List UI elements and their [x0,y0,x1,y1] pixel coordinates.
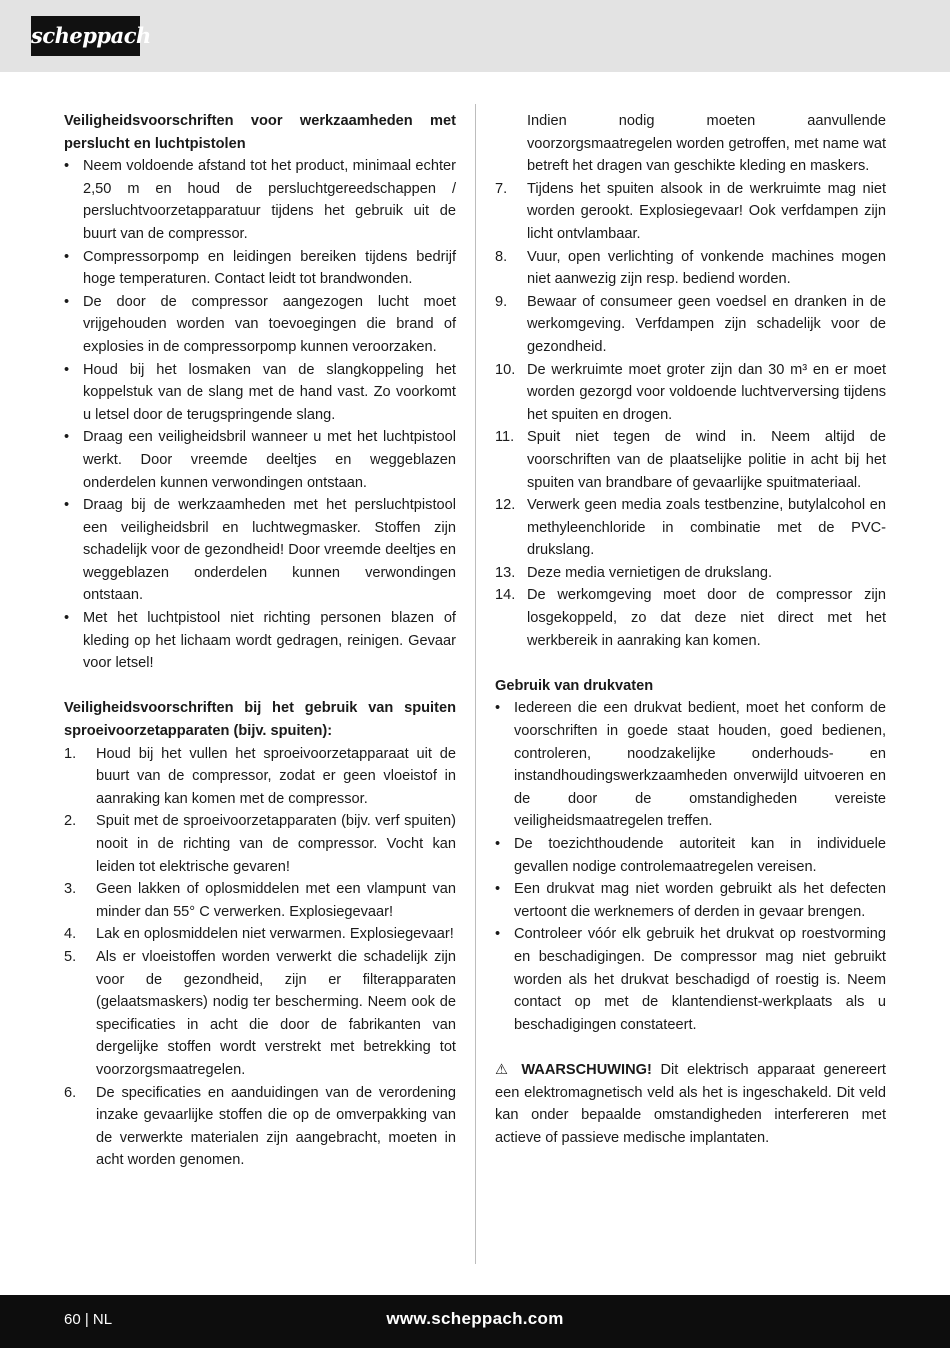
list-item: 10. De werkruimte moet groter zijn dan 30 m³ en er moet worden gezorgd voor voldoende luchtverversing tijdens het spuiten en drogen. [495,361,886,423]
list-item: • Draag bij de werkzaamheden met het persluchtpistool een veiligheidsbril en luchtwegmasker. Stoffen zijn schadelijk voor de gezondheid! Door vreemde deeltjes en weggeblazen onderdelen kunnen verwondingen ontstaan. [64,494,456,607]
left-column [64,110,456,1172]
bullet-icon: • [64,361,70,378]
bullet-icon: • [64,429,70,446]
page-number: 60 | NL [64,1311,113,1328]
list-item: 9. Bewaar of consumeer geen voedsel en dranken in de werkomgeving. Verfdampen zijn schadelijk voor de gezondheid. [495,293,886,355]
page-footer [0,1295,950,1348]
numbered-list-spraying [64,743,456,1172]
list-item: • Houd bij het losmaken van de slangkoppeling het koppelstuk van de slang met de hand vast. Zo voorkomt u letsel door de terugspringende slang. [64,359,456,427]
list-item: 6. De specificaties en aanduidingen van de verordening inzake gevaarlijke stoffen die op de omverpakking van de verwerkte materialen zijn aangebracht, moeten in acht worden genomen. [64,1084,456,1169]
list-item: • De toezichthoudende autoriteit kan in individuele gevallen nodige controlemaatregelen vereisen. [495,833,886,878]
list-item: 8. Vuur, open verlichting of vonkende machines mogen niet aanwezig zijn resp. bediend worden. [495,248,886,288]
page-header [0,0,950,72]
bullet-icon: • [495,836,501,852]
warning-text: Dit elektrisch apparaat genereert een elektromagnetisch veld als het is ingeschakeld. Dit veld kan onder bepaalde omstandigheden interfereren met actieve of passieve medische implantaten. [495,1061,886,1146]
warning-notice [495,1059,886,1149]
right-column [495,110,886,1149]
bullet-icon: • [64,158,70,175]
bullet-icon: • [495,700,501,717]
section-heading-spraying: Veiligheidsvoorschriften bij het gebruik van spuiten sproeivoorzetapparaten (bijv. spuiten): [64,700,456,740]
list-item: • Neem voldoende afstand tot het product, minimaal echter 2,50 m en houd de persluchtgereedschappen / persluchtvoorzetapparatuur tijdens het gebruik uit de buurt van de compressor. [64,155,456,245]
list-item: 5. Als er vloeistoffen worden verwerkt die schadelijk zijn voor de gezondheid, zijn er filterapparaten (gelaatsmaskers) nodig ter bescherming. Neem ook de specificaties in acht die door de fabrikanten van dergelijke stoffen wordt verstrekt met betrekking tot voorzorgsmaatregelen. [64,948,456,1078]
list-item: 2. Spuit met de sproeivoorzetapparaten (bijv. verf spuiten) nooit in de richting van de compressor. Vocht kan leiden tot elektrische gevaren! [64,813,456,875]
list-item: • Iedereen die een drukvat bedient, moet het conform de voorschriften in goede staat houden, goed bedienen, controleren, noodzakelijke onderhouds- en instandhoudingswerkzaamheden onverwijld uitvoeren en de door de omstandigheden vereiste veiligheidsmaatregelen treffen. [495,697,886,833]
list-item: 1. Houd bij het vullen het sproeivoorzetapparaat uit de buurt van de compressor, zodat er geen vloeistof in aanraking kan komen met de compressor. [64,745,456,807]
list-item: 3. Geen lakken of oplosmiddelen met een vlampunt van minder dan 55° C verwerken. Explosiegevaar! [64,881,456,920]
section-heading-pressure-vessels: Gebruik van drukvaten [495,677,654,694]
list-item: 7. Tijdens het spuiten alsook in de werkruimte mag niet worden gerookt. Explosiegevaar! Ook verfdampen zijn licht ontvlambaar. [495,180,886,242]
section-heading-compressed-air: Veiligheidsvoorschriften voor werkzaamheden met perslucht en luchtpistolen [64,113,456,152]
list-item: • Een drukvat mag niet worden gebruikt als het defecten vertoont die werknemers of derden in gevaar brengen. [495,878,886,923]
bullet-list-compressed-air [64,155,456,675]
bullet-list-pressure-vessels [495,697,886,1036]
list-item: • De door de compressor aangezogen lucht moet vrijgehouden worden van toevoegingen die brand of explosies in de compressorpomp kunnen veroorzaken. [64,291,456,359]
list-item-continuation: Indien nodig moeten aanvullende voorzorgsmaatregelen worden getroffen, met name wat betreft het dragen van geschikte kleding en maskers. [527,113,886,175]
list-item: 4. Lak en oplosmiddelen niet verwarmen. Explosiegevaar! [64,926,454,943]
list-item: 13. Deze media vernietigen de drukslang. [495,564,772,581]
language-code: NL [92,1311,113,1328]
bullet-icon: • [495,926,501,943]
list-item: 12. Verwerk geen media zoals testbenzine, butylalcohol en methyleenchloride in combinatie met de PVC-drukslang. [495,497,886,559]
list-item: 11. Spuit niet tegen de wind in. Neem altijd de voorschriften van de plaatselijke politie in acht bij het spuiten van brandbare of gevaarlijke spuitmateriaal. [495,429,886,491]
column-divider [475,104,476,1264]
numbered-list-spraying-continued [495,178,886,652]
list-item: 14. De werkomgeving moet door de compressor zijn losgekoppeld, zo dat deze niet direct met het werkbereik in aanraking kan komen. [495,587,886,649]
scheppach-logo: scheppach [31,16,140,56]
list-item: • Compressorpomp en leidingen bereiken tijdens bedrijf hoge temperaturen. Contact leidt tot brandwonden. [64,246,456,291]
bullet-icon: • [64,293,70,310]
list-item: • Draag een veiligheidsbril wanneer u met het luchtpistool werkt. Door vreemde deeltjes en weggeblazen onderdelen kunnen verwondingen ontstaan. [64,426,456,494]
bullet-icon: • [495,881,501,898]
bullet-icon: • [64,610,70,627]
bullet-icon: • [64,248,70,265]
warning-triangle-icon: ⚠ [495,1061,513,1078]
list-item: • Met het luchtpistool niet richting personen blazen of kleding op het lichaam wordt gedragen, reinigen. Gevaar voor letsel! [64,607,456,675]
list-item: • Controleer vóór elk gebruik het drukvat op roestvorming en beschadigingen. De compressor mag niet gebruikt worden als het drukvat beschadigd of roestig is. Neem contact op met de klantendienst-werkplaats als u beschadigingen constateert. [495,923,886,1036]
warning-label: WAARSCHUWING! [521,1061,652,1078]
website-link[interactable]: www.scheppach.com [386,1309,564,1328]
bullet-icon: • [64,497,70,514]
